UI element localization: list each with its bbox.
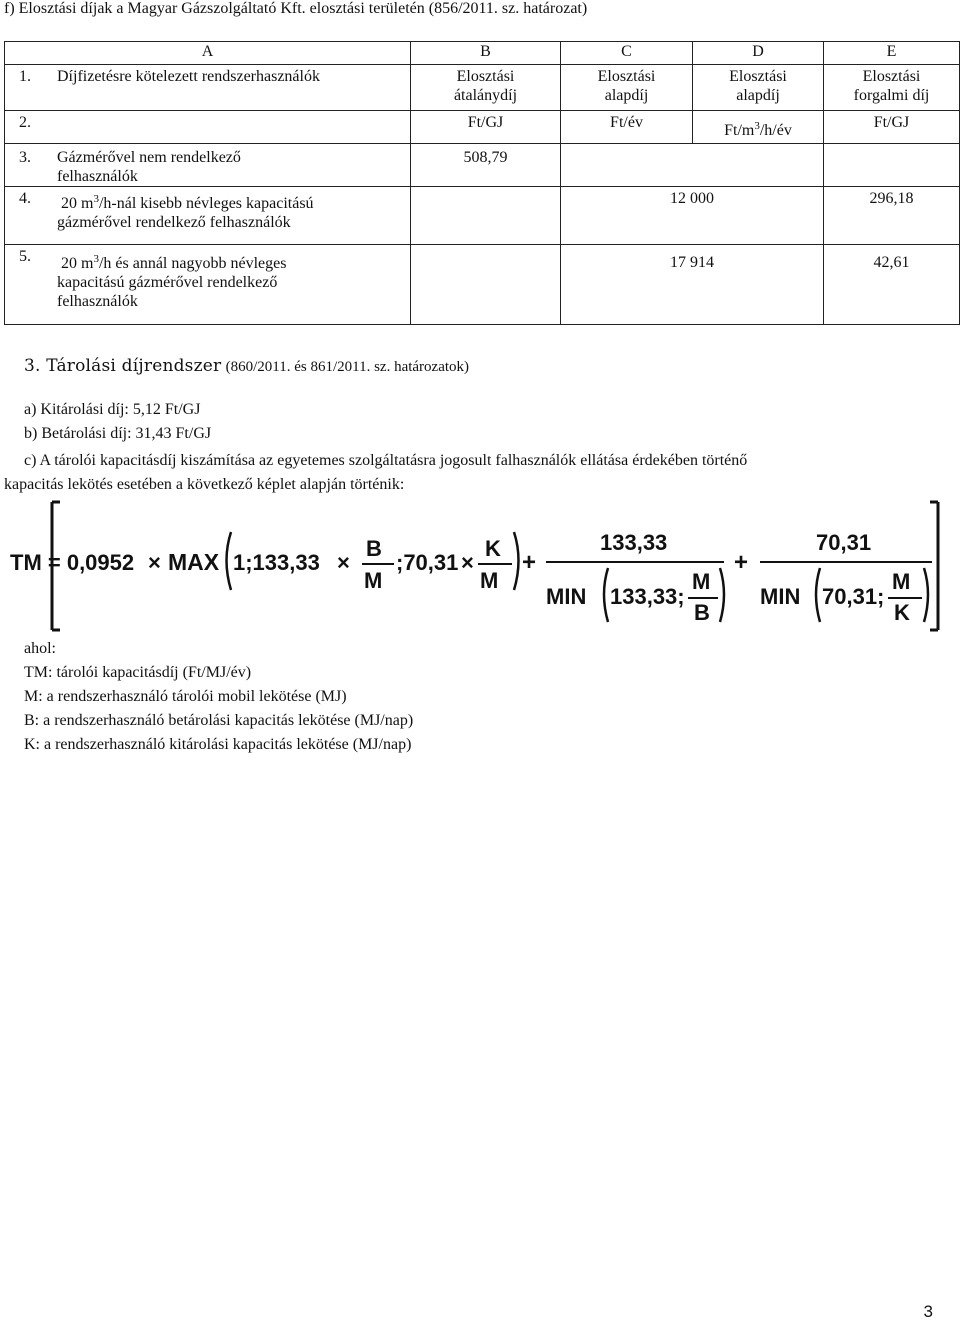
- formula-b: B: [366, 536, 382, 561]
- row5-b: [411, 245, 561, 325]
- row5-cd: 17 914: [561, 245, 824, 325]
- formula-plus: +: [734, 549, 749, 576]
- formula-times: ×: [148, 550, 161, 575]
- row1-d: Elosztási alapdíj: [693, 65, 824, 111]
- table-row: [5, 111, 960, 144]
- formula-sep: ;70,31: [396, 550, 459, 575]
- formula-min: MIN: [546, 584, 587, 609]
- section-3-title: 3. Tárolási díjrendszer (860/2011. és 861/2011. sz. határozatok): [24, 356, 470, 376]
- row5-e: 42,61: [824, 245, 960, 325]
- table-row: [5, 144, 960, 187]
- def-tm: TM: tárolói kapacitásdíj (Ft/MJ/év): [24, 664, 252, 681]
- col-letter-a: A: [5, 42, 411, 65]
- row3-cd: [561, 144, 824, 187]
- formula-m: M: [480, 568, 499, 593]
- formula-m: M: [892, 569, 911, 594]
- formula-min: MIN: [760, 584, 801, 609]
- formula-plus: +: [522, 549, 537, 576]
- row2-b: Ft/GJ: [411, 111, 561, 144]
- formula-min1-arg: 133,33;: [610, 584, 685, 609]
- def-m: M: a rendszerhasználó tárolói mobil lekötése (MJ): [24, 688, 347, 705]
- col-letter-c: C: [561, 42, 693, 65]
- row1-label: 1. Díjfizetésre kötelezett rendszerhasználók: [5, 65, 411, 111]
- row3-label: 3. Gázmérővel nem rendelkező felhasználók: [5, 144, 411, 187]
- formula-num2: 70,31: [816, 530, 872, 555]
- where-intro: ahol:: [24, 640, 56, 657]
- formula-times: ×: [337, 550, 350, 575]
- def-b: B: a rendszerhasználó betárolási kapacitás lekötése (MJ/nap): [24, 712, 414, 729]
- formula-m: M: [692, 569, 711, 594]
- storage-injection-fee: b) Betárolási díj: 31,43 Ft/GJ: [24, 425, 212, 442]
- row4-e: 296,18: [824, 187, 960, 245]
- section-heading: f) Elosztási díjak a Magyar Gázszolgáltató Kft. elosztási területén (856/2011. sz. határozat): [4, 0, 588, 17]
- row1-e: Elosztási forgalmi díj: [824, 65, 960, 111]
- formula-b: B: [694, 600, 710, 625]
- capacity-fee-formula: [8, 494, 953, 634]
- row2-c: Ft/év: [561, 111, 693, 144]
- row2-e: Ft/GJ: [824, 111, 960, 144]
- formula-max: MAX: [168, 549, 220, 575]
- col-letter-b: B: [411, 42, 561, 65]
- row2-label: 2.: [5, 111, 411, 144]
- row1-b: Elosztási átalánydíj: [411, 65, 561, 111]
- formula-num1: 133,33: [600, 530, 668, 555]
- formula-lhs: TM = 0,0952: [10, 550, 135, 575]
- row5-label: 5. 20 $m^3/h$ és annál nagyobb névleges kapacitású gázmérővel rendelkező felhasználók: [5, 245, 411, 325]
- formula-k: K: [894, 600, 910, 625]
- formula-m: M: [364, 568, 383, 593]
- row4-label: 4. 20 $m^3/h$-nál kisebb névleges kapacitású gázmérővel rendelkező felhasználók: [5, 187, 411, 245]
- table-row: [5, 187, 960, 245]
- formula-one: 1;133,33: [233, 550, 320, 575]
- table-row: [5, 65, 960, 111]
- col-letter-d: D: [693, 42, 824, 65]
- def-k: K: a rendszerhasználó kitárolási kapacitás lekötése (MJ/nap): [24, 736, 412, 753]
- formula-min2-arg: 70,31;: [822, 584, 885, 609]
- row2-d: $Ft/m^3/h/év$: [693, 111, 824, 144]
- row3-b: 508,79: [411, 144, 561, 187]
- row4-cd: 12 000: [561, 187, 824, 245]
- table-row: [5, 245, 960, 325]
- storage-withdrawal-fee: a) Kitárolási díj: 5,12 Ft/GJ: [24, 401, 201, 418]
- formula-times: ×: [461, 550, 474, 575]
- row1-c: Elosztási alapdíj: [561, 65, 693, 111]
- tariff-table: [4, 41, 960, 325]
- capacity-fee-paragraph: c) A tárolói kapacitásdíj kiszámítása az egyetemes szolgáltatásra jogosult falhasználók ellátása érdekében történő kapacitás lekötés esetében a következő képlet alapján történik:: [4, 452, 748, 493]
- col-letter-e: E: [824, 42, 960, 65]
- row3-e: [824, 144, 960, 187]
- formula-k: K: [485, 536, 501, 561]
- row4-b: [411, 187, 561, 245]
- page-number: 3: [923, 1302, 933, 1321]
